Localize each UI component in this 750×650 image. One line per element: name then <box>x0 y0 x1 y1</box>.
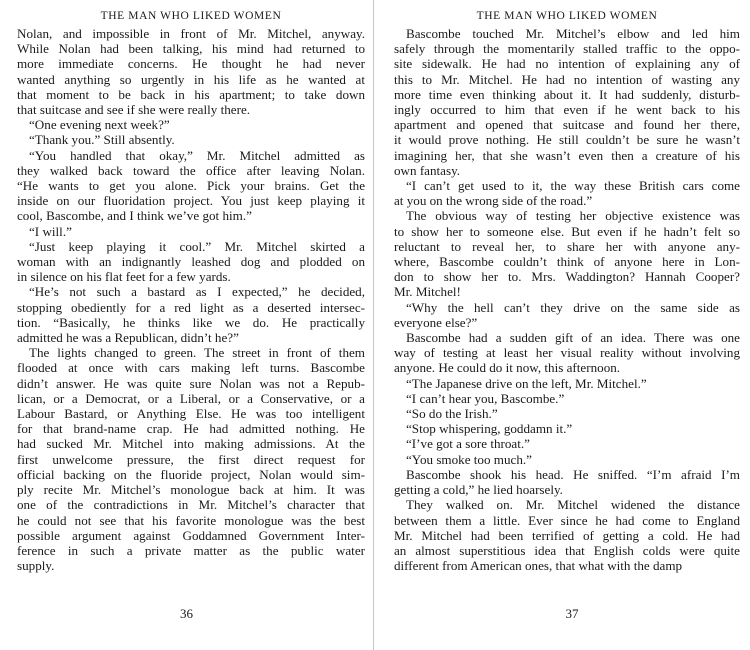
text-line: woman with an indignantly leashed dog and plodded on <box>17 254 365 270</box>
text-line: ference in such a private matter as the public water <box>17 542 365 558</box>
text-line: tion. “Basically, he thinks like we do. He practically <box>17 314 365 330</box>
text-line: The obvious way of testing her objective existence was <box>406 208 740 224</box>
text-line: first unwelcome pressure, the first direct request for <box>17 451 365 467</box>
text-line: official backing on the fluoride project, Nolan would sim- <box>17 466 365 482</box>
text-line: anyone. He could do it now, this afternoon. <box>394 360 621 376</box>
text-line: “He wants to get you alone. Pick your brains. Get the <box>17 178 365 194</box>
text-line: ply recite Mr. Mitchel’s monologue back at him. It was <box>17 482 365 498</box>
text-line: “Why the hell can’t they drive on the same side as <box>406 299 740 315</box>
text-line: “I will.” <box>29 223 72 239</box>
text-line: Mr. Mitchel had been terrified of getting a cold. He had <box>394 527 740 543</box>
text-line: lican, or a Democrat, or a Liberal, or a Conservative, or a <box>17 390 365 406</box>
left-page-text <box>17 26 365 573</box>
text-line: didn’t answer. He was quite sure Nolan was not a Repub- <box>17 375 365 391</box>
text-line: reluctant to reveal her, to share her with anyone any- <box>394 238 740 254</box>
text-line: inside on our fluoridation project. You just keep playing it <box>17 193 365 209</box>
text-line: They walked on. Mr. Mitchel widened the distance <box>406 497 740 513</box>
text-line: “You handled that okay,” Mr. Mitchel admitted as <box>29 147 365 163</box>
text-line: Bascombe touched Mr. Mitchel’s elbow and led him <box>406 26 740 41</box>
text-line: Nolan, and impossible in front of Mr. Mitchel, anyway. <box>17 26 365 41</box>
text-line: he could not see that his favorite monologue was the best <box>17 512 365 528</box>
text-line: more immediate concerns. He thought he had never <box>17 56 365 72</box>
text-line: supply. <box>17 558 55 574</box>
right-page-number: 37 <box>565 606 579 621</box>
text-line: “I’ve got a sore throat.” <box>406 436 530 452</box>
text-line: had sucked Mr. Mitchel into making admissions. At the <box>17 436 365 452</box>
text-line: where, Bascombe couldn’t think of anyone here in Lon- <box>394 254 740 270</box>
text-line: ingly occurred to him that even if he went back to his <box>394 102 740 118</box>
text-line: “The Japanese drive on the left, Mr. Mitchel.” <box>406 375 647 391</box>
right-running-head: THE MAN WHO LIKED WOMEN <box>476 10 658 22</box>
text-line: imagining her, that she wasn’t even then a creature of his <box>394 147 740 163</box>
text-line: everyone else?” <box>394 314 478 330</box>
text-line: in silence on his flat feet for a few yards. <box>17 269 231 285</box>
text-line: “One evening next week?” <box>29 117 170 133</box>
text-line: an almost superstitious idea that English colds were quite <box>394 542 740 558</box>
text-line: Bascombe shook his head. He sniffed. “I’m afraid I’m <box>406 466 740 482</box>
left-page <box>0 0 373 650</box>
text-line: safely through the momentarily stalled traffic to the oppo- <box>394 41 740 57</box>
text-line: site sidewalk. He had no intention of explaining any of <box>394 56 740 72</box>
text-line: “I can’t get used to it, the way these British cars come <box>406 178 740 194</box>
text-line: stopping obediently for a red light as a deserted intersec- <box>17 299 365 315</box>
text-line: “Stop whispering, goddamn it.” <box>406 421 573 437</box>
text-line: at you on the wrong side of the road.” <box>394 193 593 209</box>
text-line: “You smoke too much.” <box>406 451 532 467</box>
text-line: that suitcase and see if she were really there. <box>17 102 251 118</box>
text-line: admitted he was a Republican, didn’t he?” <box>17 330 239 346</box>
right-page-text <box>394 26 740 573</box>
text-line: “He’s not such a bastard as I expected,” he decided, <box>29 284 365 300</box>
text-line: “So do the Irish.” <box>406 406 498 422</box>
text-line: different from American ones, that what with the damp <box>394 558 683 574</box>
text-line: don to show her to. Mrs. Waddington? Hannah Cooper? <box>394 269 740 285</box>
text-line: Mr. Mitchel! <box>394 284 461 300</box>
text-line: more time even thinking about it. It had suddenly, disturb- <box>394 86 740 102</box>
text-line: one of the contradictions in Mr. Mitchel’s character that <box>17 497 365 513</box>
text-line: to show her to someone else. But even if he hadn’t felt so <box>394 223 740 239</box>
text-line: While Nolan had been talking, his mind had returned to <box>17 41 365 57</box>
left-page-number: 36 <box>180 606 193 621</box>
text-line: it would prove nothing. He still couldn’t be sure he wasn’t <box>394 132 740 148</box>
text-line: “I can’t hear you, Bascombe.” <box>406 390 565 406</box>
left-running-head: THE MAN WHO LIKED WOMEN <box>100 10 282 22</box>
text-line: “Just keep playing it cool.” Mr. Mitchel skirted a <box>29 238 365 254</box>
text-line: this to Mr. Mitchel. He had no intention of wasting any <box>394 71 740 87</box>
text-line: “Thank you.” Still absently. <box>29 132 175 148</box>
text-line: way of testing at least her visual reality without involving <box>394 345 740 361</box>
text-line: flooded at once with cars making left turns. Bascombe <box>17 360 365 376</box>
text-line: Labour Bastard, or Anything Else. He was too intelligent <box>17 406 365 422</box>
text-line: apartment and opened that suitcase and found her there, <box>394 117 740 133</box>
text-line: wanted anything so urgently in his life as he wanted at <box>17 71 365 87</box>
text-line: own fantasy. <box>394 162 461 178</box>
text-line: that moment to be back in his apartment; to take down <box>17 86 365 102</box>
text-line: Bascombe had a sudden gift of an idea. There was one <box>406 330 740 346</box>
text-line: between them a little. Ever since he had come to England <box>394 512 740 528</box>
text-line: cool, Bascombe, and I think we’ve got him.” <box>17 208 252 224</box>
text-line: getting a cold,” he lied hoarsely. <box>394 482 563 498</box>
text-line: they walked back toward the office after leaving Nolan. <box>17 162 365 178</box>
text-line: for that brand-name crap. He had admitted nothing. He <box>17 421 365 437</box>
right-page <box>373 0 750 650</box>
text-line: The lights changed to green. The street in front of them <box>29 345 365 361</box>
text-line: possible argument against Goddamned Government Inter- <box>17 527 365 543</box>
